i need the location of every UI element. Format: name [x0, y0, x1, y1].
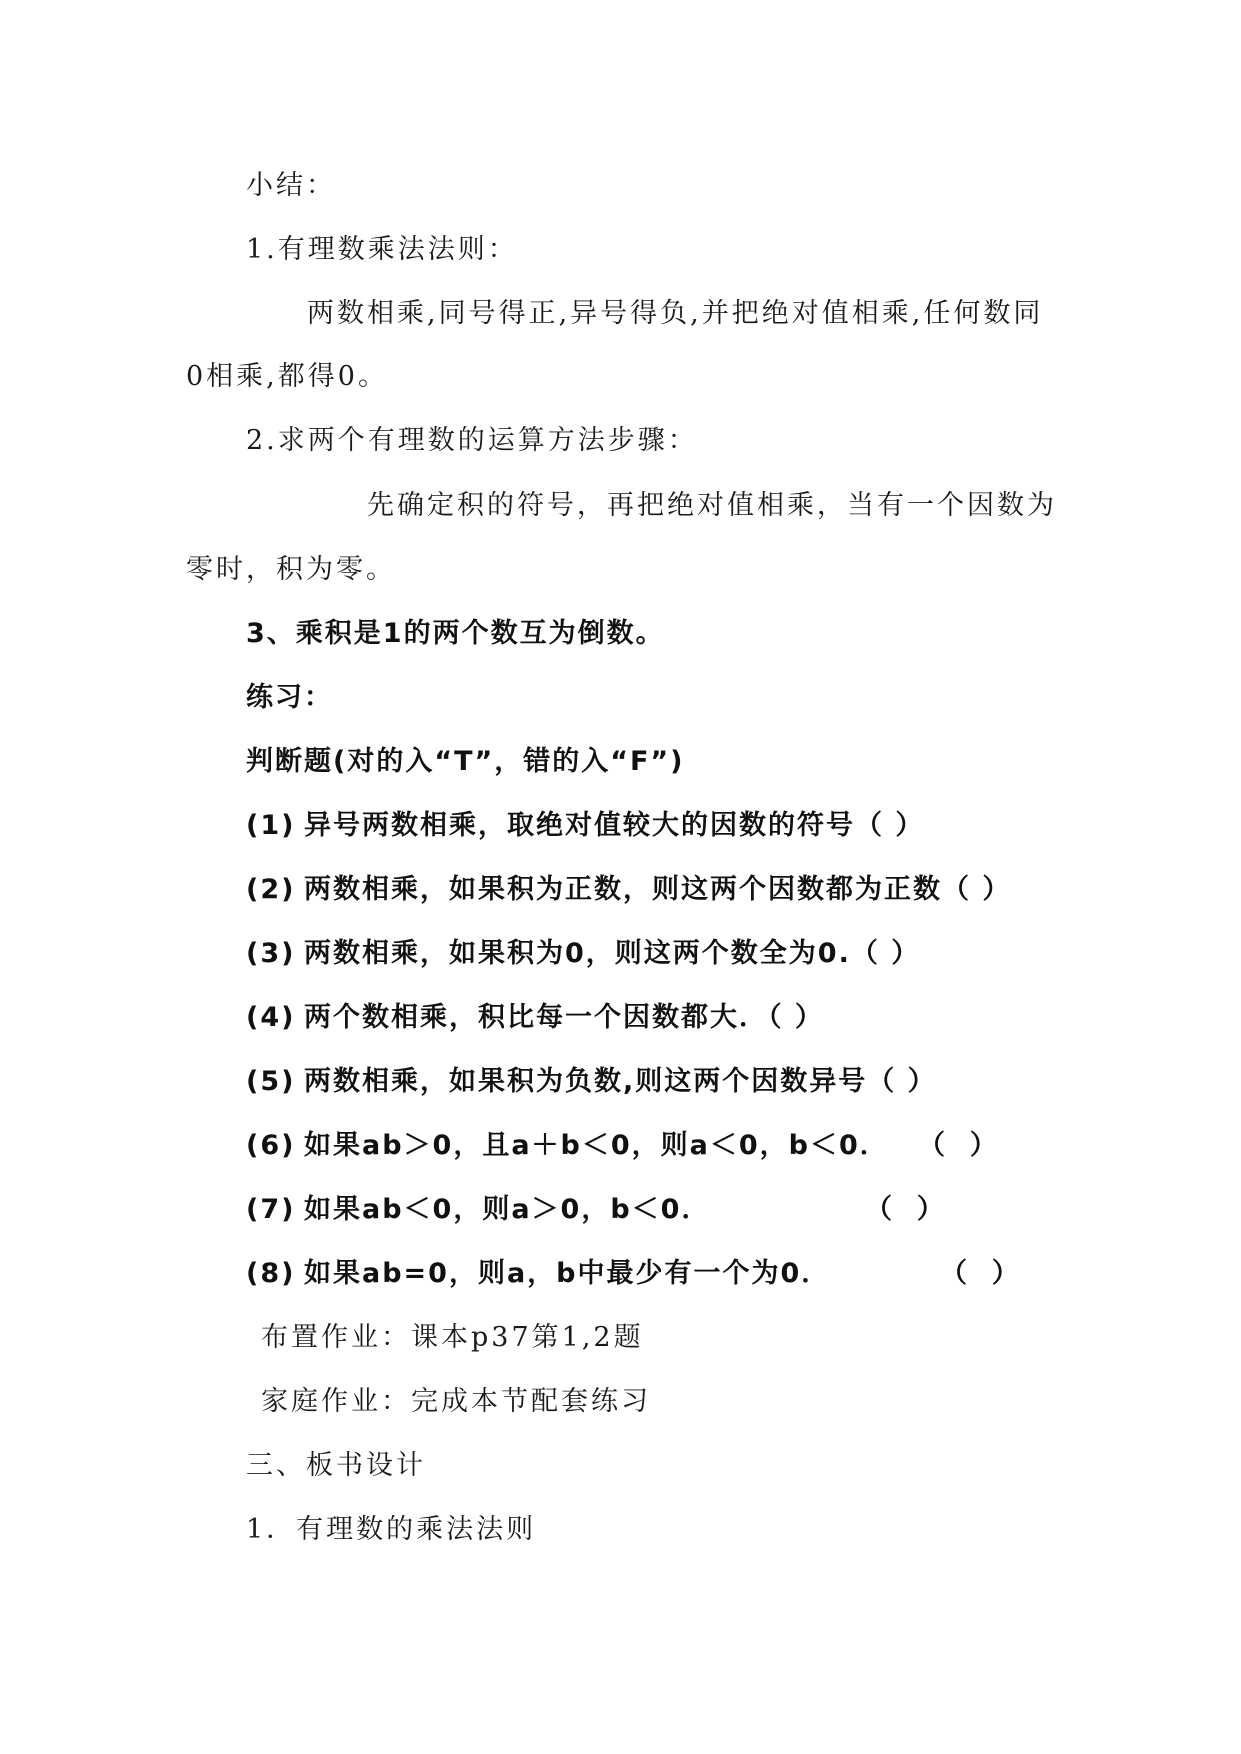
practice-heading: 练习： [246, 682, 333, 713]
question-text: 两数相乘，如果积为0，则这两个数全为0.（ ） [304, 938, 921, 969]
question-6-answer-blank[interactable]: （ ） [918, 1130, 999, 1161]
question-8-answer-blank[interactable]: （ ） [940, 1258, 1021, 1289]
question-3 [246, 936, 920, 972]
rule1-title: 1.有理数乘法法则： [246, 234, 518, 265]
question-text: 如果ab＞0，且a＋b＜0，则a＜0，b＜0． [304, 1130, 889, 1161]
question-number: (7) [246, 1194, 296, 1225]
rule3: 3、乘积是1的两个数互为倒数。 [246, 618, 665, 649]
question-8 [246, 1256, 830, 1292]
summary-heading: 小结： [246, 170, 336, 201]
question-text: 异号两数相乘，取绝对值较大的因数的符号（ ） [304, 810, 925, 841]
question-6 [246, 1128, 889, 1164]
question-number: (3) [246, 938, 296, 969]
rule2-title: 2.求两个有理数的运算方法步骤： [246, 425, 698, 456]
rule1-text-line2: 0相乘,都得0。 [186, 361, 388, 392]
rule2-text-line1: 先确定积的符号，再把绝对值相乘，当有一个因数为 [367, 490, 1057, 521]
rule1-text-line1: 两数相乘,同号得正,异号得负,并把绝对值相乘,任何数同 [307, 298, 1044, 329]
question-4 [246, 1000, 824, 1036]
homework-home: 家庭作业：完成本节配套练习 [261, 1386, 651, 1417]
practice-instruction: 判断题(对的入“T”，错的入“F”) [246, 746, 685, 777]
question-5 [246, 1064, 937, 1100]
board-design-heading: 三、板书设计 [246, 1450, 426, 1481]
question-number: (5) [246, 1066, 296, 1097]
question-number: (2) [246, 874, 296, 905]
question-text: 如果ab＜0，则a＞0，b＜0． [304, 1194, 711, 1225]
question-7-answer-blank[interactable]: （ ） [865, 1194, 946, 1225]
question-number: (8) [246, 1258, 296, 1289]
question-2 [246, 872, 1011, 908]
question-7 [246, 1192, 710, 1228]
question-number: (6) [246, 1130, 296, 1161]
question-text: 如果ab=0，则a，b中最少有一个为0． [304, 1258, 831, 1289]
question-text: 两数相乘，如果积为负数,则这两个因数异号（ ） [304, 1066, 937, 1097]
question-1 [246, 808, 924, 844]
board-design-item-1: 1．有理数的乘法法则 [246, 1514, 537, 1545]
question-text: 两个数相乘，积比每一个因数都大．（ ） [304, 1002, 824, 1033]
homework-assigned: 布置作业：课本p37第1,2题 [261, 1322, 644, 1353]
question-number: (4) [246, 1002, 296, 1033]
question-number: (1) [246, 810, 296, 841]
rule2-text-line2: 零时，积为零。 [186, 554, 396, 585]
question-text: 两数相乘，如果积为正数，则这两个因数都为正数（ ） [304, 874, 1012, 905]
